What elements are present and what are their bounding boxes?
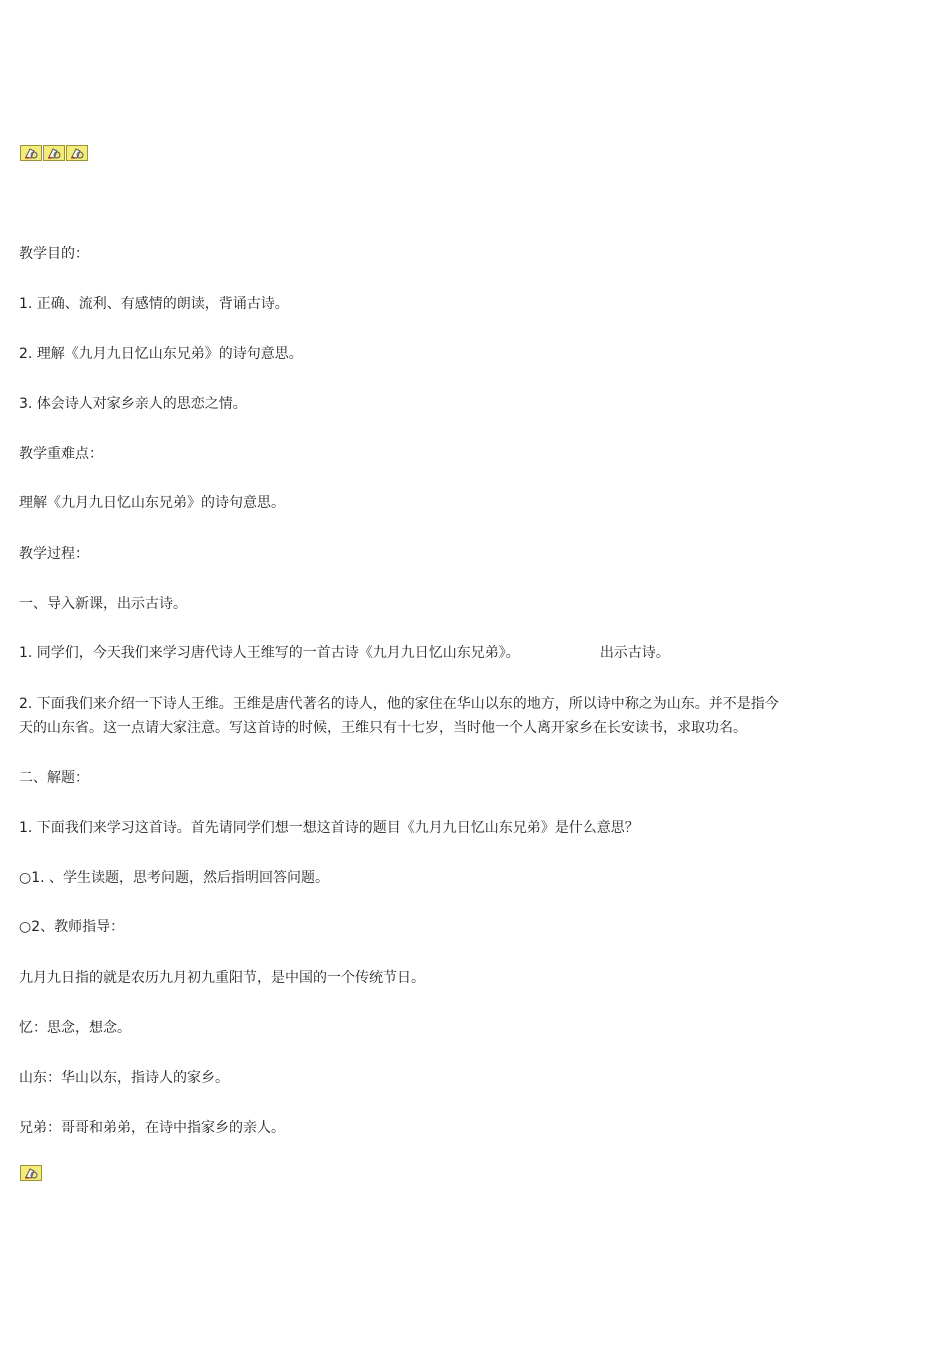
section-1-heading: 一、导入新课，出示古诗。 [19, 596, 187, 612]
title-question: 1. 下面我们来学习这首诗。首先请同学们想一想这首诗的题目《九月九日忆山东兄弟》是什么意思？ [19, 820, 639, 836]
explain-4: 兄弟：哥哥和弟弟，在诗中指家乡的亲人。 [19, 1120, 285, 1136]
sub-item-1: ○1. 、学生读题，思考问题，然后指明回答问题。 [19, 870, 330, 886]
step-2-line-1: 2. 下面我们来介绍一下诗人王维。王维是唐代著名的诗人，他的家住在华山以东的地方，所以诗中称之为山东。并不是指今 [19, 696, 779, 712]
key-heading: 教学重难点： [19, 446, 103, 462]
key-text: 理解《九月九日忆山东兄弟》的诗句意思。 [19, 495, 285, 511]
sub-item-2: ○2、教师指导： [19, 919, 125, 935]
image-placeholder-icon [66, 145, 88, 161]
goal-item-1: 1. 正确、流利、有感情的朗读，背诵古诗。 [19, 296, 289, 312]
explain-3: 山东：华山以东，指诗人的家乡。 [19, 1070, 229, 1086]
image-placeholder-row-bottom [20, 1165, 42, 1181]
image-placeholder-row-top [20, 145, 88, 161]
image-placeholder-icon [20, 145, 42, 161]
section-2-heading: 二、解题： [19, 770, 89, 786]
process-heading: 教学过程： [19, 546, 89, 562]
image-placeholder-icon [43, 145, 65, 161]
step-1-text: 1. 同学们，今天我们来学习唐代诗人王维写的一首古诗《九月九日忆山东兄弟》。 [19, 645, 520, 661]
step-1 [19, 641, 830, 665]
image-placeholder-icon [20, 1165, 42, 1181]
step-1-note: 出示古诗。 [599, 645, 670, 661]
goal-item-3: 3. 体会诗人对家乡亲人的思恋之情。 [19, 396, 247, 412]
explain-2: 忆：思念，想念。 [19, 1020, 131, 1036]
goal-heading: 教学目的： [19, 246, 89, 262]
step-2-line-2: 天的山东省。这一点请大家注意。写这首诗的时候，王维只有十七岁，当时他一个人离开家乡在长安读书，求取功名。 [19, 720, 747, 736]
explain-1: 九月九日指的就是农历九月初九重阳节，是中国的一个传统节日。 [19, 970, 425, 986]
goal-item-2: 2. 理解《九月九日忆山东兄弟》的诗句意思。 [19, 346, 303, 362]
